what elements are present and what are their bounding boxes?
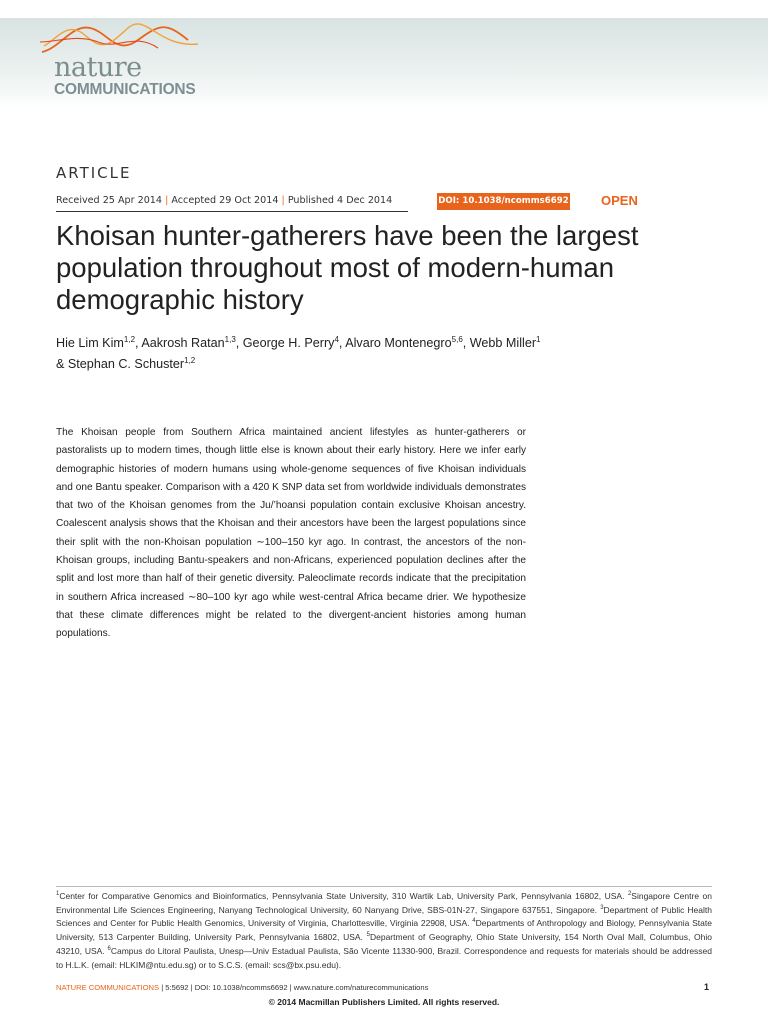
affiliation-text: Departments of Anthropology and Biology, Pennsylvania State University, 513 Carpenter Building, University Park, Pennsylvania 16802, USA. (56, 918, 712, 943)
author-name[interactable]: Alvaro Montenegro (345, 336, 452, 350)
affiliation-text: Center for Comparative Genomics and Bioinformatics, Pennsylvania State University, 310 Wartik Lab, University Park, Pennsylvania 16802, USA. (59, 891, 625, 901)
abstract: The Khoisan people from Southern Africa maintained ancient lifestyles as hunter-gatherers or pastoralists up to modern times, though little else is known about their early history. Here we infer early demographic histories of modern humans using whole-genome sequences of five Khoisan individuals and one Bantu speaker. Comparison with a 420 K SNP data set from worldwide individuals demonstrates that two of the Khoisan genomes from the Ju/’hoansi population contain exclusive Khoisan ancestry. Coalescent analysis shows that the Khoisan and their ancestors have been the largest populations since their split with the non-Khoisan population ∼100–150 kyr ago. In contrast, the ancestors of the non-Khoisan groups, including Bantu-speakers and non-Africans, experienced population declines after the split and lost more than half of their genetic diversity. Paleoclimate records indicate that the precipitation in southern Africa increased ∼80–100 kyr ago while west-central Africa became drier. We hypothesize that these climate differences might be related to the divergent-ancient histories among human populations. (56, 427, 526, 640)
page-footer (56, 983, 428, 992)
logo-communications-text: COMMUNICATIONS (54, 81, 196, 98)
footer-citation: | 5:5692 | DOI: 10.1038/ncomms6692 | www.nature.com/naturecommunications (161, 983, 429, 992)
author-affiliation: 1,2 (184, 355, 196, 365)
author-name[interactable]: George H. Perry (242, 336, 335, 350)
publication-dates: Received 25 Apr 2014 | Accepted 29 Oct 2014 | Published 4 Dec 2014 (56, 195, 408, 212)
author-affiliation: 1 (536, 334, 541, 344)
author-name[interactable]: Stephan C. Schuster (67, 357, 185, 371)
article-title: Khoisan hunter-gatherers have been the largest population throughout most of modern-human demographic history (56, 220, 639, 315)
author-affiliation: 1,2 (123, 334, 136, 344)
affiliations-footnote: $^1$Center for Comparative Genomics and Bioinformatics, Pennsylvania State University, 310 Wartik Lab, University Park, Pennsylvania 16802, USA. $^2$Singapore Centre on Environmental Life Sciences Engineering, Nanyang Technological University, 60 Nanyang Drive, SBS-01N-27, Singapore 637551, Singapore. $^3$Department of Public Health Sciences and Center for Public Health Genomics, University of Virginia, Charlottesville, Virginia 22908, USA. $^4$Departments of Anthropology and Biology, Pennsylvania State University, 513 Carpenter Building, University Park, Pennsylvania 16802, USA. $^5$Department of Geography, Ohio State University, 154 North Oval Mall, Columbus, Ohio 43210, USA. $^6$Campus do Litoral Paulista, Unesp—Univ Estadual Paulista, São Vicente 11330-900, Brazil. Correspondence and requests for materials should be addressed to H.L.K. (email: HLKIM@ntu.edu.sg) or to S.C.S. (email: scs@bx.psu.edu). (56, 886, 712, 972)
article-type-label: ARTICLE (56, 164, 132, 182)
affiliation-text: Department of Public Health Sciences and Center for Public Health Genomics, University of Virginia, Charlottesville, Virginia 22908, USA. (56, 904, 712, 929)
published-date: Published 4 Dec 2014 (287, 195, 393, 206)
page-number: 1 (704, 982, 710, 992)
author-list: Hie Lim Kim$^{1,2}$, Aakrosh Ratan$^{1,3}$, George H. Perry$^4$, Alvaro Montenegro$^{5,6}$, Webb Miller$^1$ & Stephan C. Schuster$^{1,2}$ (56, 334, 541, 371)
author-affiliation: 1,3 (224, 334, 236, 344)
accepted-date: Accepted 29 Oct 2014 (171, 195, 279, 206)
doi-badge[interactable]: DOI: 10.1038/ncomms6692 (437, 193, 570, 210)
author-name[interactable]: Hie Lim Kim (56, 336, 124, 350)
affiliation-text: Department of Geography, Ohio State University, 154 North Oval Mall, Columbus, Ohio 43210, USA. (56, 932, 712, 956)
received-date: Received 25 Apr 2014 (56, 195, 163, 206)
author-name[interactable]: Aakrosh Ratan (141, 336, 225, 350)
journal-masthead (0, 18, 768, 108)
affiliation-text: Singapore Centre on Environmental Life Sciences Engineering, Nanyang Technological University, 60 Nanyang Drive, SBS-01N-27, Singapore 637551, Singapore. (56, 891, 712, 915)
author-name[interactable]: Webb Miller (469, 336, 537, 350)
correspondence-note: Correspondence and requests for materials should be addressed to H.L.K. (email: HLKIM@ntu.edu.sg) or to S.C.S. (email: scs@bx.psu.edu). (56, 945, 712, 970)
author-affiliation: 4 (334, 334, 339, 344)
copyright-notice: © 2014 Macmillan Publishers Limited. All rights reserved. (268, 997, 500, 1007)
open-access-label: OPEN (601, 193, 638, 208)
affiliation-text: Campus do Litoral Paulista, Unesp—Univ Estadual Paulista, São Vicente 11330-900, Brazil. (110, 945, 462, 956)
footer-journal-name: NATURE COMMUNICATIONS (56, 983, 160, 992)
logo-nature-text: nature (54, 52, 142, 83)
author-affiliation: 5,6 (451, 334, 463, 344)
